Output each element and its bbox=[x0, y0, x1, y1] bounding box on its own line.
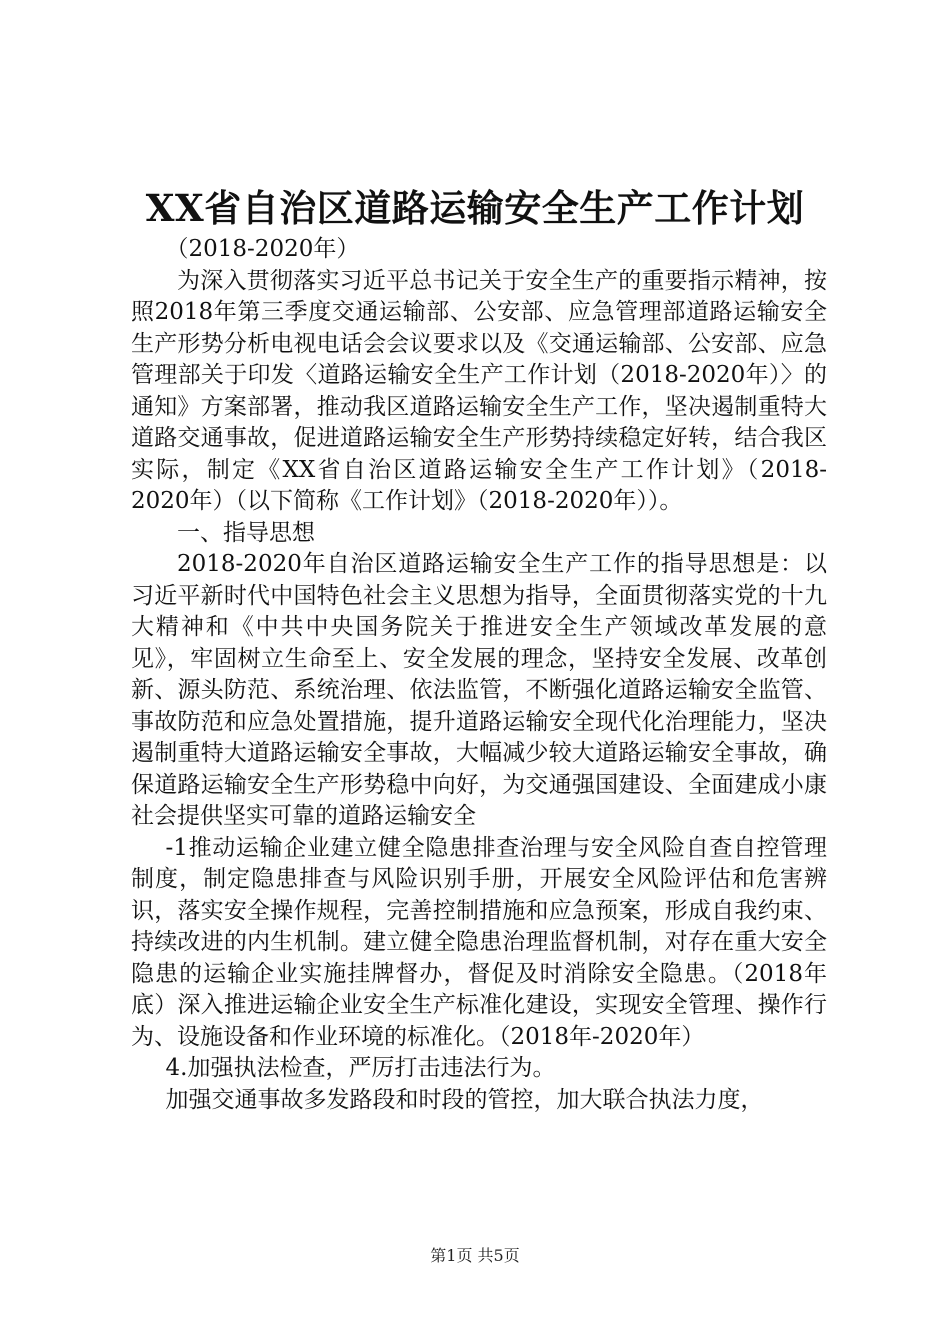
paragraph-hazard-management: -1推动运输企业建立健全隐患排查治理与安全风险自查自控管理制度，制定隐患排查与风险识别手册，开展安全风险评估和危害辨识，落实安全操作规程，完善控制措施和应急预案，形成自我约束、持续改进的内生机制。建立健全隐患治理监督机制，对存在重大安全隐患的运输企业实施挂牌督办，督促及时消除安全隐患。（2018年底）深入推进运输企业安全生产标准化建设，实现安全管理、操作行为、设施设备和作业环境的标准化。（2018年-2020年） bbox=[131, 834, 827, 1050]
page-footer: 第1页 共5页 bbox=[430, 1246, 520, 1265]
paragraph-enforcement: 加强交通事故多发路段和时段的管控，加大联合执法力度， bbox=[165, 1086, 764, 1113]
paragraph-intro: 为深入贯彻落实习近平总书记关于安全生产的重要指示精神，按照2018年第三季度交通运输部、公安部、应急管理部道路运输安全生产形势分析电视电话会会议要求以及《交通运输部、公安部、应急管理部关于印发〈道路运输安全生产工作计划（2018-2020年）〉的通知》方案部署，推动我区道路运输安全生产工作，坚决遏制重特大道路交通事故，促进道路运输安全生产形势持续稳定好转，结合我区实际，制定《XX省自治区道路运输安全生产工作计划》（2018-2020年）（以下简称《工作计划》（2018-2020年））。 bbox=[131, 267, 827, 514]
section-heading-enforcement: 4.加强执法检查，严厉打击违法行为。 bbox=[165, 1055, 556, 1081]
document-title: XX省自治区道路运输安全生产工作计划 bbox=[145, 186, 805, 230]
paragraph-guiding-ideology: 2018-2020年自治区道路运输安全生产工作的指导思想是：以习近平新时代中国特色社会主义思想为指导，全面贯彻落实党的十九大精神和《中共中央国务院关于推进安全生产领域改革发展的意见》，牢固树立生命至上、安全发展的理念，坚持安全发展、改革创新、源头防范、系统治理、依法监管，不断强化道路运输安全监管、事故防范和应急处置措施，提升道路运输安全现代化治理能力，坚决遏制重特大道路运输安全事故，大幅减少较大道路运输安全事故，确保道路运输安全生产形势稳中向好，为交通强国建设、全面建成小康社会提供坚实可靠的道路运输安全 bbox=[131, 551, 827, 829]
document-subtitle: （2018-2020年） bbox=[165, 236, 360, 262]
section-heading-guiding-ideology: 一、指导思想 bbox=[177, 519, 315, 546]
document-body bbox=[131, 234, 827, 1116]
